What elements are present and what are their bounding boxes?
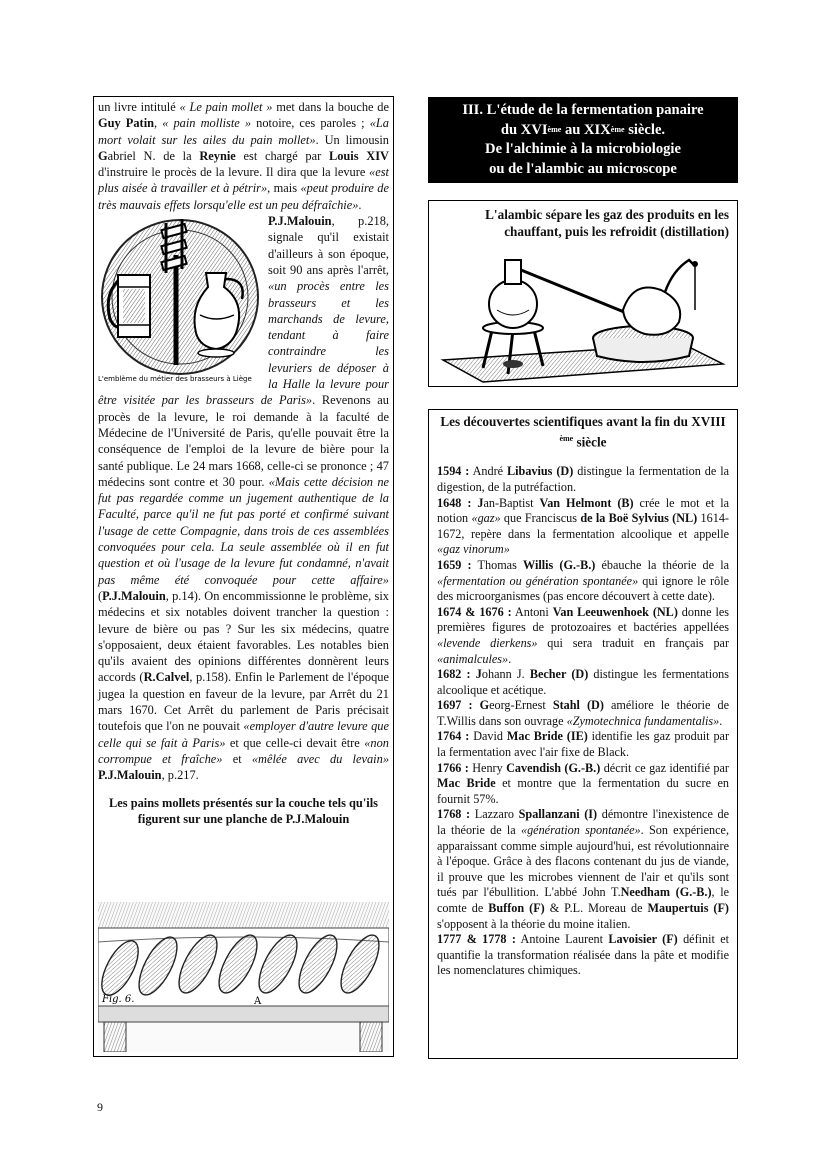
pains-caption: Les pains mollets présentés sur la couche tels qu'ils figurent sur une planche de P.J.Malouin <box>109 796 378 827</box>
alambic-image <box>433 240 733 386</box>
text-run: R.Calvel <box>143 670 190 685</box>
text-run: , p.14). On encommissionne le problème, six médecins et six notables doivent trancher la question : levure de bière ou pas ? Sur les six médecins, quatre s'opposaient, deux étaient favorables. Les notables bien qu'ils avaient des opinions différentes donnèrent leurs accords ( <box>98 588 389 685</box>
text-run: 1614-1672, repère dans la fermentation alcoolique et appelle <box>437 511 729 541</box>
text-run: décrit ce gaz identifié par <box>600 760 729 775</box>
text-run: Van Leeuwenhoek (NL) <box>552 604 678 619</box>
section-title-line-1: III. L'étude de la fermentation panaire <box>462 102 704 118</box>
text-run: Spallanzani (I) <box>518 807 598 822</box>
text-run: distingue la fermentation de la digestion, de la putréfaction. <box>437 464 729 494</box>
text-run: 1682 : <box>437 667 471 682</box>
brewers-emblem-image <box>96 215 262 385</box>
text-run: donne les premières figures de protozoaires et bactéries appellées <box>437 604 730 635</box>
text-run: Reynie <box>199 148 236 163</box>
text-run: André <box>469 464 508 479</box>
text-run: «levende dierkens» <box>437 635 538 650</box>
text-run: «gaz vinorum» <box>437 542 510 557</box>
text-run: Henry <box>468 760 507 775</box>
text-run: . <box>719 713 723 728</box>
text-run: est chargé par <box>235 148 329 163</box>
discoveries-list <box>437 464 729 979</box>
text-run: s'opposent à la théorie du moine italien. <box>437 916 631 931</box>
text-run: , <box>154 116 163 131</box>
text-run: Antoine Laurent <box>515 932 609 947</box>
text-run: un livre intitulé <box>98 100 180 114</box>
left-paragraph-1 <box>98 99 389 213</box>
text-run: ( <box>98 588 103 603</box>
text-run: «La mort volait sur les ailes du pain mollet» <box>98 116 390 147</box>
text-run: Antoni <box>511 604 553 619</box>
text-run: qui sera traduit en français par <box>537 635 730 650</box>
text-run: . Revenons au procès de la levure, le roi demande à la faculté de Médecine de l'Université de Paris, qu'elle pouvait être la conséquence de l'emploi de la levure de bière pour la santé publique. Le 24 mars 1668, celle-ci se prononce ; 47 médecins sont contre et 30 pour. <box>98 393 389 489</box>
discovery-entry <box>437 698 729 729</box>
text-run: Mac Bride <box>437 776 496 791</box>
text-run: «animalcules» <box>437 651 509 666</box>
text-run: , p.158). Enfin le Parlement de l'époque jugea la question en faveur de la levure, par Arrêt du 21 mars 1670. Cet Arrêt du parlement de Paris précisait toutefois que l'on ne pouvait <box>98 670 389 734</box>
text-run: « Le pain mollet » <box>179 100 273 114</box>
text-run: . <box>358 197 362 212</box>
text-run: définit et quantifie la transformation réalisée dans la pâte et modifie les nomenclatures chimiques. <box>437 932 729 978</box>
text-run: et montre que la fermentation du sucre en fournit 57%. <box>437 776 729 806</box>
text-run: «employer d'autre levure que celle qui se fait à Paris» <box>98 719 389 750</box>
text-run: 1697 : <box>437 698 473 713</box>
text-run: Maupertuis (F) <box>647 901 729 916</box>
text-run: J <box>475 667 482 682</box>
text-run: eorg-Ernest <box>489 698 553 713</box>
discovery-entry <box>437 605 729 667</box>
text-run: 1659 : <box>437 557 472 572</box>
text-run: «peut produire de très mauvais effets lorsqu'elle est un peu défraîchie» <box>98 181 389 212</box>
text-run: 1594 : <box>437 464 470 479</box>
text-run: «gaz» <box>471 511 501 526</box>
text-run: Stahl (D) <box>552 698 604 713</box>
discovery-entry <box>437 496 729 558</box>
text-run: 1674 & 1676 : <box>437 604 512 619</box>
text-run: que Franciscus <box>500 511 581 526</box>
text-run: «non corrompue et fraîche» <box>98 735 389 766</box>
text-run <box>473 698 480 712</box>
text-run: , mais <box>267 181 301 196</box>
alambic-caption: L'alambic sépare les gaz des produits en les chauffant, puis les refroidit (distillation) <box>485 207 729 239</box>
text-run: ohann J. <box>481 667 530 682</box>
discoveries-title: Les découvertes scientifiques avant la fin du XVIII $^{ème}$ siècle <box>440 414 726 449</box>
text-run: et <box>222 751 252 766</box>
text-run: Mac Bride (IE) <box>506 729 588 744</box>
text-run: «Zymotechnica fundamentalis» <box>566 713 720 728</box>
section-title-line-3: De l'alchimie à la microbiologie <box>485 141 681 157</box>
text-run: Van Helmont (B) <box>539 495 634 510</box>
page-number: 9 <box>97 1100 103 1114</box>
text-run: 1777 & 1778 : <box>437 932 516 947</box>
text-run: . Un limousin <box>315 132 389 147</box>
text-run: G <box>98 148 108 163</box>
text-run: Guy Patin <box>98 116 155 131</box>
text-run: , p.217. <box>161 768 199 783</box>
text-run: P.J.Malouin <box>102 588 166 603</box>
left-column <box>93 96 394 1057</box>
text-run: notoire, ces paroles ; <box>251 116 370 131</box>
discovery-entry <box>437 667 729 698</box>
text-run: de la Boë Sylvius (NL) <box>580 511 698 526</box>
text-run: an-Baptist <box>483 495 540 510</box>
text-run: , p.218, signale qu'il existait d'ailleurs à son époque, soit 90 ans après l'arrêt, <box>268 214 389 277</box>
discoveries-box <box>428 409 738 1059</box>
section-title-box <box>428 97 738 183</box>
alambic-box <box>428 200 738 387</box>
text-run: Lazzaro <box>470 807 519 822</box>
text-run: démontre l'inexistence de la théorie de la <box>437 807 730 838</box>
emblem-caption: L'emblème du métier des brasseurs à Liège <box>98 375 252 384</box>
section-title-line-2: du XVIème au XIXème siècle. <box>500 121 666 138</box>
text-run: Cavendish (G.-B.) <box>506 760 601 775</box>
text-run: G <box>479 698 490 713</box>
pains-mollets-plate-image <box>98 902 389 1052</box>
text-run: P.J.Malouin <box>268 214 332 229</box>
text-run: «est plus aisée à travailler et à pétrir» <box>98 165 389 196</box>
text-run: Libavius (D) <box>507 464 574 479</box>
text-run: et que celle-ci devait être <box>225 735 365 750</box>
text-run: Needham (G.-B.) <box>620 885 712 900</box>
text-run: distingue les fermentations alcoolique et acétique. <box>437 667 730 697</box>
text-run: «Mais cette décision ne fut pas regardée comme un jugement authentique de la Faculté, parce qu'il ne fut pas porté et confirmé suivant l'usage de cette Compagnie, dans trois de ces assemblées convoquées pour cela. La seule assemblée où il en fut question et où l'usage de la levure fut condamné, n'avait pas même été convoquée pour cette affaire» <box>98 474 390 587</box>
text-run: & P.L. Moreau de <box>544 901 648 916</box>
text-run: J <box>477 495 484 510</box>
text-run: 1766 : <box>437 760 469 775</box>
text-run: «fermentation ou génération spontanée» <box>437 573 639 588</box>
text-run: Becher (D) <box>529 667 589 682</box>
text-run: Willis (G.-B.) <box>523 557 596 572</box>
text-run: crée le mot et la notion <box>437 495 729 526</box>
text-run: «génération spontanée» <box>520 823 641 838</box>
text-run: P.J.Malouin <box>98 768 162 783</box>
discovery-entry <box>437 558 729 605</box>
text-run: Lavoisier (F) <box>608 932 678 947</box>
discovery-entry <box>437 761 729 808</box>
text-run: ébauche la théorie de la <box>595 557 730 572</box>
section-title-line-4: ou de l'alambic au microscope <box>489 160 677 177</box>
text-run: David <box>469 729 507 744</box>
text-run: 1648 : <box>437 495 472 510</box>
text-run: améliore le théorie de T.Willis dans son ouvrage <box>437 698 729 728</box>
text-run: . Son expérience, apparaissant comme simple aujourd'hui, est révolutionnaire à l'époque. Grâce à des flacons contenant du jus de viande, il prouve que les microbes viennent de l'air et qu'ils sont tués par l'ébullition. L'abbé John T. <box>437 823 729 900</box>
text-run: 1768 : <box>437 807 471 822</box>
text-run: Buffon (F) <box>488 901 545 916</box>
plate-a-label: A <box>254 996 262 1007</box>
text-run: , le comte de <box>437 885 729 916</box>
text-run: « pain molliste » <box>162 116 252 131</box>
plate-fig-label: Fig. 6. <box>102 994 135 1005</box>
text-run: Thomas <box>471 557 523 572</box>
discovery-entry <box>437 932 729 979</box>
text-run: abriel N. de la <box>107 148 200 163</box>
text-run: «mêlée avec du levain» <box>251 751 390 766</box>
discovery-entry <box>437 729 729 760</box>
text-run: «un procès entre les brasseurs et les marchands de levure, tendant à faire contraindre les levuriers de déposer à la Halle la levure pour être visitée par les brasseurs de Paris» <box>98 279 389 408</box>
discovery-entry <box>437 464 729 495</box>
text-run: qui ignore le rôle des microorganismes (pas encore découvert à cette date). <box>437 573 729 604</box>
text-run: d'instruire le procès de la levure. Il dira que la levure <box>98 165 370 180</box>
text-run: . <box>508 651 512 666</box>
text-run: identifie les gaz produit par la fermentation avec l'air fixe de Black. <box>437 729 730 760</box>
discovery-entry <box>437 807 729 932</box>
text-run: met dans la bouche de <box>272 100 390 114</box>
text-run: 1764 : <box>437 729 470 744</box>
text-run: Louis XIV <box>328 148 389 163</box>
